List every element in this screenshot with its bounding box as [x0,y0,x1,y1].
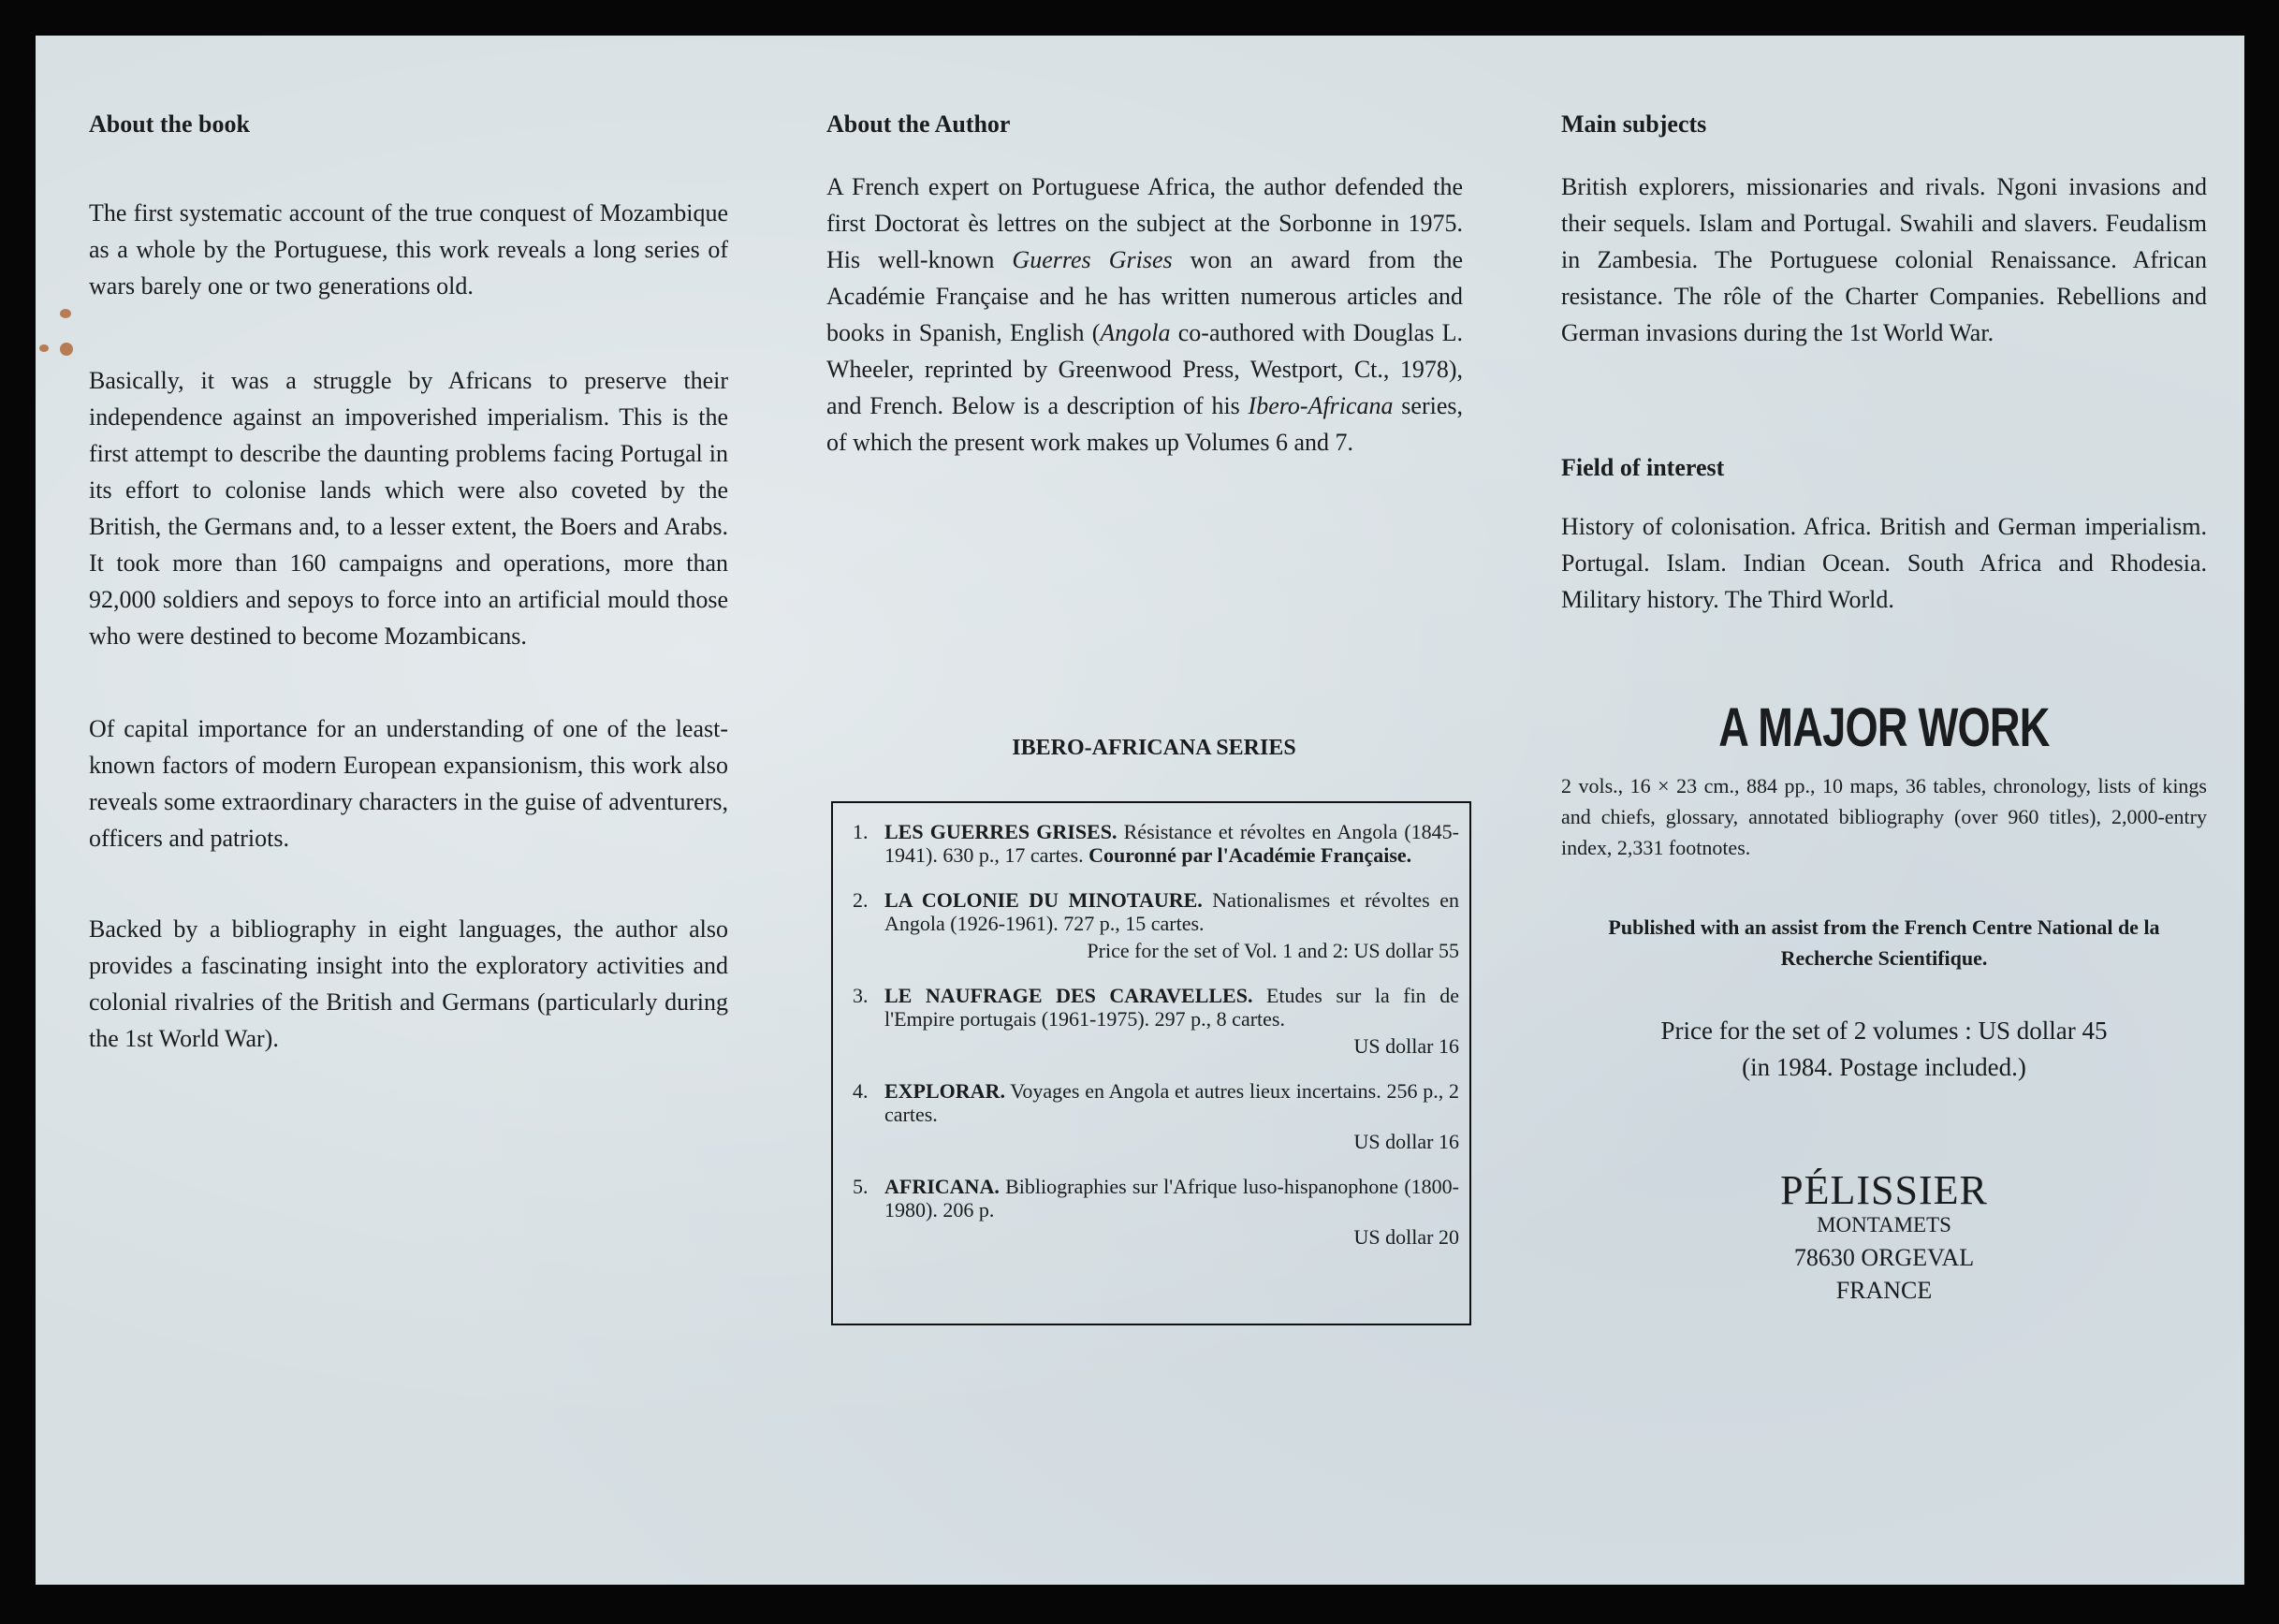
author-text-d: series, of which the present work makes up Volumes 6 and 7. [826,392,1463,456]
author-text-b: won an award from the Académie Française and he has written numerous articles and books in Spanish, English ( [826,246,1464,346]
series-item-4 [853,1079,1459,1153]
series-item-3 [853,984,1459,1058]
series-item-desc: Bibliographies sur l'Afrique luso-hispanophone (1800-1980). 206 p. [884,1175,1459,1222]
paper-stain [39,344,49,352]
field-of-interest-text: History of colonisation. Africa. British and German imperialism. Portugal. Islam. Indian Ocean. South Africa and Rhodesia. Military history. The Third World. [1561,513,2207,613]
series-item-title: LES GUERRES GRISES. [884,820,1118,843]
series-item-number: 1. [853,820,869,843]
series-item-desc: Résistance et révoltes en Angola (1845-1941). 630 p., 17 cartes. [884,820,1459,867]
series-item-5 [853,1175,1459,1249]
series-item-number: 4. [853,1079,869,1103]
paper-stain [60,343,73,356]
series-item-2 [853,888,1459,962]
series-item-number: 5. [853,1175,869,1198]
about-book-section [89,109,728,1057]
about-book-paragraph-3: Of capital importance for an understanding of one of the least-known factors of modern European expansionism, this work also reveals some extraordinary characters in the guise of adventurers, officers and patriots. [89,715,728,852]
document-sheet [36,36,2244,1585]
author-italic-angola: Angola [1100,319,1171,346]
series-item-title: LA COLONIE DU MINOTAURE. [884,888,1203,912]
about-author-section [826,109,1463,461]
author-italic-ibero-africana: Ibero-Africana [1248,392,1394,419]
author-italic-guerres-grises: Guerres Grises [1012,246,1173,273]
series-box [831,801,1471,1325]
main-subjects-text: British explorers, missionaries and rivals. Ngoni invasions and their sequels. Islam and Portugal. Swahili and slavers. Feudalism in Zambesia. The Portuguese colonial Renaissance. African resistance. The rôle of the Charter Companies. Rebellions and German invasions during the 1st World War. [1561,173,2207,346]
series-item-title: LE NAUFRAGE DES CARAVELLES. [884,984,1253,1007]
publisher-address-line-2: 78630 ORGEVAL [1793,1244,1975,1271]
publisher-name: PÉLISSIER [1780,1167,1988,1213]
publisher-address-line-1: MONTAMETS [1817,1213,1951,1236]
series-item-price: Price for the set of Vol. 1 and 2: US dollar 55 [1087,939,1459,962]
series-item-desc: Voyages en Angola et autres lieux incertains. 256 p., 2 cartes. [884,1079,1459,1126]
series-item-price: US dollar 16 [1353,1130,1459,1153]
major-work-title: A MAJOR WORK [1718,697,2050,758]
series-item-price: US dollar 20 [1353,1225,1459,1249]
about-author-text [826,168,1463,461]
author-text-a: A French expert on Portuguese Africa, the author defended the first Doctorat ès lettres on the subject at the Sorbonne in 1975. His well-known [826,173,1463,273]
price-line-2: (in 1984. Postage included.) [1742,1053,2026,1081]
paper-stain [60,309,71,318]
price-line-1: Price for the set of 2 volumes : US dollar 45 [1660,1017,2108,1045]
about-book-paragraph-2: Basically, it was a struggle by Africans to preserve their independence against an impoverished imperialism. This is the first attempt to describe the daunting problems facing Portugal in its effort to colonise lands which were also coveted by the British, the Germans and, to a lesser extent, the Boers and Arabs. It took more than 160 campaigns and operations, more than 92,000 soldiers and sepoys to force into an artificial mould those who were destined to become Mozambicans. [89,367,728,650]
field-of-interest-heading: Field of interest [1561,454,1725,481]
about-book-paragraph-4: Backed by a bibliography in eight languages, the author also provides a fascinating insight into the exploratory activities and colonial rivalries of the British and Germans (particularly during the 1st World War). [89,915,728,1052]
about-author-heading: About the Author [826,110,1011,138]
series-item-number: 2. [853,888,869,912]
major-work-specs: 2 vols., 16 × 23 cm., 884 pp., 10 maps, 36 tables, chronology, lists of kings and chiefs, glossary, annotated bibliography (over 960 titles), 2,000-entry index, 2,331 footnotes. [1561,774,2207,859]
author-text-c: co-authored with Douglas L. Wheeler, reprinted by Greenwood Press, Westport, Ct., 1978), and French. Below is a description of his [826,319,1463,419]
series-title: IBERO-AFRICANA SERIES [1012,736,1296,760]
right-column [1561,109,2207,1307]
publisher-address-line-3: FRANCE [1835,1277,1933,1304]
about-book-paragraph-1: The first systematic account of the true conquest of Mozambique as a whole by the Portuguese, this work reveals a long series of wars barely one or two generations old. [89,199,728,300]
cnrs-assist-note: Published with an assist from the French Centre National de la Recherche Scientifique. [1608,915,2160,970]
about-book-heading: About the book [89,110,250,138]
series-item-price: US dollar 16 [1353,1034,1459,1058]
series-item-desc: Etudes sur la fin de l'Empire portugais (1961-1975). 297 p., 8 cartes. [884,984,1459,1031]
series-item-award: Couronné par l'Académie Française. [1088,843,1412,867]
main-subjects-heading: Main subjects [1561,110,1707,138]
series-item-title: EXPLORAR. [884,1079,1005,1103]
series-item-desc: Nationalismes et révoltes en Angola (1926-1961). 727 p., 15 cartes. [884,888,1459,935]
series-item-number: 3. [853,984,869,1007]
series-item-title: AFRICANA. [884,1175,1000,1198]
series-item-1 [853,820,1459,867]
